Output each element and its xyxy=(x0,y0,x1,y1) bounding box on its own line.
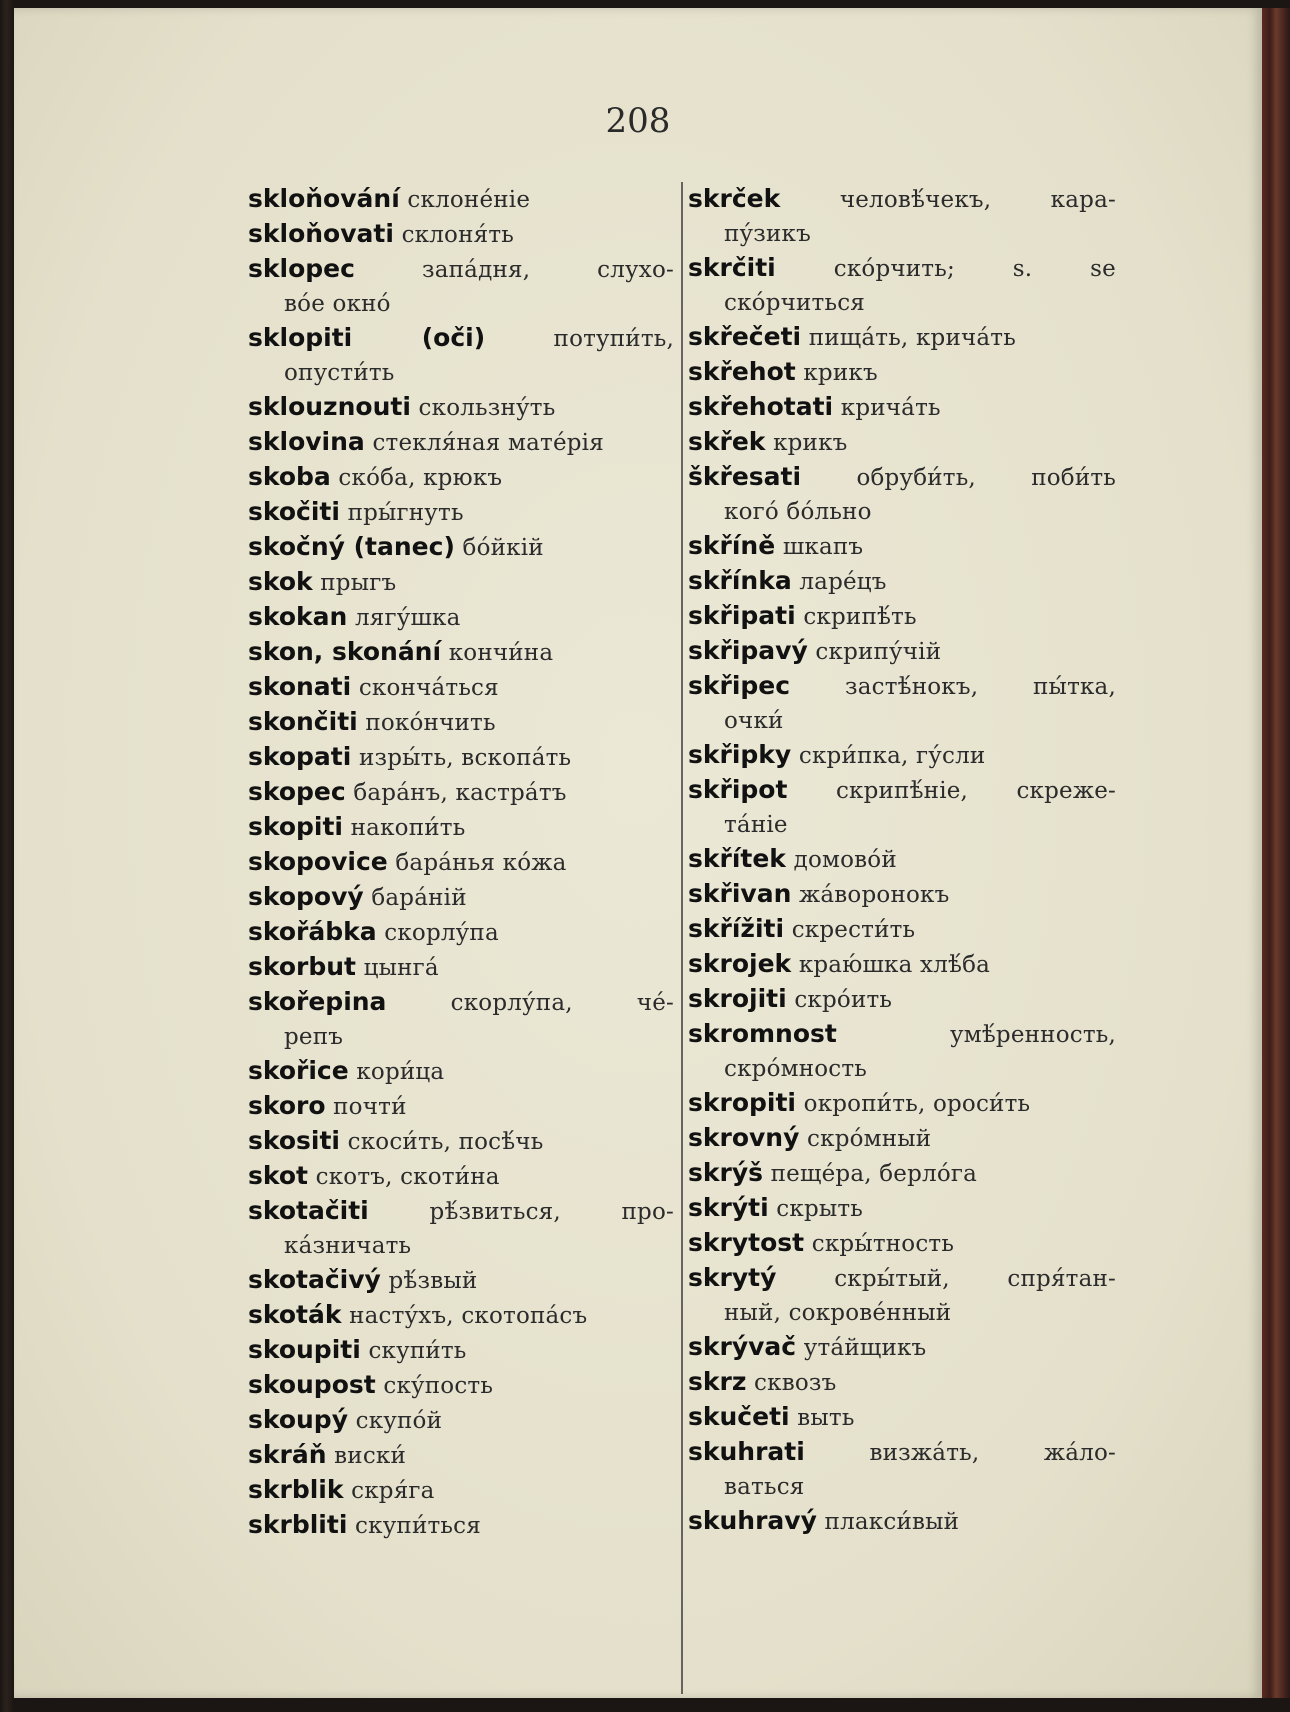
dictionary-entry xyxy=(688,982,1116,1017)
entry-first-line xyxy=(688,425,1116,460)
dictionary-entry xyxy=(688,947,1116,982)
translation: склоня́ть xyxy=(401,222,514,248)
entry-first-line xyxy=(688,877,1116,912)
dictionary-entry xyxy=(248,1368,674,1403)
translation: скрести́ть xyxy=(791,917,916,943)
entry-first-line xyxy=(688,669,1116,704)
entry-first-line xyxy=(248,217,674,252)
translation-continuation: ваться xyxy=(724,1474,805,1500)
headword: skrz xyxy=(688,1367,747,1396)
dictionary-entry xyxy=(688,634,1116,669)
entry-first-line xyxy=(688,564,1116,599)
translation: стекля́ная мате́рія xyxy=(372,430,604,456)
translation: пры́гнуть xyxy=(347,500,464,526)
entry-first-line xyxy=(688,1121,1116,1156)
headword: skrčiti xyxy=(688,253,776,282)
dictionary-entry xyxy=(688,1086,1116,1121)
dictionary-entry xyxy=(688,1261,1116,1330)
dictionary-entry xyxy=(248,740,674,775)
translation: скрипѣ́ть xyxy=(803,604,917,630)
headword: skopovice xyxy=(248,847,388,876)
dictionary-entry xyxy=(688,529,1116,564)
translation: застѣ́нокъ, пы́тка, xyxy=(845,674,1116,700)
dictionary-entry xyxy=(248,635,674,670)
dictionary-entry xyxy=(688,320,1116,355)
translation: скри́пка, гу́сли xyxy=(798,743,986,769)
dictionary-entry xyxy=(248,252,674,321)
dictionary-entry xyxy=(248,810,674,845)
translation: цынга́ xyxy=(363,955,439,981)
translation: бара́ній xyxy=(371,885,467,911)
headword: škřesati xyxy=(688,462,802,491)
dictionary-entry xyxy=(248,600,674,635)
dictionary-entry xyxy=(688,912,1116,947)
entry-first-line xyxy=(688,1504,1116,1539)
entry-first-line xyxy=(248,775,674,810)
entry-first-line xyxy=(688,355,1116,390)
entry-first-line xyxy=(248,915,674,950)
entry-first-line xyxy=(688,1226,1116,1261)
entry-first-line xyxy=(688,1261,1116,1296)
dictionary-entry xyxy=(688,1504,1116,1539)
headword: skositi xyxy=(248,1126,340,1155)
headword: skorbut xyxy=(248,952,356,981)
translation-continuation: та́ніе xyxy=(724,812,788,838)
entry-first-line xyxy=(248,1124,674,1159)
translation: пеще́ра, берло́га xyxy=(770,1161,978,1187)
translation: кори́ца xyxy=(356,1059,445,1085)
translation-continuation: репъ xyxy=(284,1024,344,1050)
entry-first-line xyxy=(688,634,1116,669)
dictionary-entry xyxy=(248,1263,674,1298)
entry-first-line xyxy=(248,1194,674,1229)
translation: бара́нъ, кастра́тъ xyxy=(353,780,567,806)
headword: skrbliti xyxy=(248,1510,348,1539)
headword: skřipati xyxy=(688,601,796,630)
dictionary-entry xyxy=(248,217,674,252)
dictionary-entry xyxy=(248,1473,674,1508)
entry-first-line xyxy=(248,1263,674,1298)
entry-first-line xyxy=(688,1365,1116,1400)
headword: skotačivý xyxy=(248,1265,381,1294)
entry-first-line xyxy=(248,600,674,635)
headword: skřek xyxy=(688,427,766,456)
headword: skořice xyxy=(248,1056,349,1085)
headword: sklovina xyxy=(248,427,365,456)
entry-first-line xyxy=(248,495,674,530)
dictionary-entry xyxy=(688,1121,1116,1156)
dictionary-entry xyxy=(688,1226,1116,1261)
dictionary-page xyxy=(14,8,1262,1698)
translation: поко́нчить xyxy=(365,710,496,736)
translation-continuation: очки́ xyxy=(724,708,784,734)
translation: прыгъ xyxy=(320,570,397,596)
translation: скря́га xyxy=(351,1478,435,1504)
entry-first-line xyxy=(688,1086,1116,1121)
entry-first-line xyxy=(688,599,1116,634)
translation: скупи́ть xyxy=(368,1338,467,1364)
dictionary-entry xyxy=(248,670,674,705)
headword: skrytost xyxy=(688,1228,805,1257)
entry-first-line xyxy=(688,1156,1116,1191)
translation: бо́йкій xyxy=(462,535,544,561)
headword: skrblik xyxy=(248,1475,344,1504)
entry-first-line xyxy=(248,845,674,880)
dictionary-entry xyxy=(688,1400,1116,1435)
entry-first-line xyxy=(688,947,1116,982)
translation: скрипѣ́ніе, скреже- xyxy=(835,778,1116,804)
headword: skromnost xyxy=(688,1019,837,1048)
dictionary-entry xyxy=(248,1089,674,1124)
dictionary-entry xyxy=(248,985,674,1054)
entry-first-line xyxy=(248,1054,674,1089)
dictionary-entry xyxy=(688,1330,1116,1365)
dictionary-entry xyxy=(248,1438,674,1473)
translation: ско́рчить; s. se xyxy=(833,256,1116,282)
translation: скро́ить xyxy=(794,987,893,1013)
entry-first-line xyxy=(688,529,1116,564)
translation: ларе́цъ xyxy=(799,569,887,595)
translation: склоне́ніе xyxy=(407,187,531,213)
headword: skot xyxy=(248,1161,308,1190)
dictionary-entry xyxy=(248,182,674,217)
dictionary-entry xyxy=(688,1017,1116,1086)
dictionary-entry xyxy=(688,425,1116,460)
translation: накопи́ть xyxy=(350,815,466,841)
headword: skřehotati xyxy=(688,392,834,421)
headword: skopati xyxy=(248,742,352,771)
headword: skopový xyxy=(248,882,364,911)
entry-first-line xyxy=(688,982,1116,1017)
headword: skoupý xyxy=(248,1405,348,1434)
translation: скро́мный xyxy=(807,1126,932,1152)
headword: skrček xyxy=(688,184,781,213)
dictionary-entry xyxy=(248,460,674,495)
dictionary-entry xyxy=(688,599,1116,634)
entry-first-line xyxy=(688,773,1116,808)
dictionary-entry xyxy=(248,950,674,985)
translation: запа́дня, слухо- xyxy=(422,257,674,283)
headword: skučeti xyxy=(688,1402,790,1431)
headword: skropiti xyxy=(688,1088,796,1117)
page-number: 208 xyxy=(605,101,671,141)
dictionary-entry xyxy=(248,1298,674,1333)
translation: умѣ́ренность, xyxy=(950,1022,1116,1048)
headword: skon, skonání xyxy=(248,637,442,666)
translation: сконча́ться xyxy=(358,675,499,701)
entry-first-line xyxy=(688,320,1116,355)
entry-first-line xyxy=(688,1435,1116,1470)
entry-first-line xyxy=(688,1191,1116,1226)
headword: skrovný xyxy=(688,1123,800,1152)
headword: skrývač xyxy=(688,1332,797,1361)
dictionary-entry xyxy=(248,1194,674,1263)
dictionary-entry xyxy=(688,1191,1116,1226)
headword: skoták xyxy=(248,1300,342,1329)
headword: skokan xyxy=(248,602,348,631)
dictionary-entry xyxy=(688,182,1116,251)
dictionary-entry xyxy=(688,669,1116,738)
headword: sklopiti (oči) xyxy=(248,323,486,352)
translation: скры́тый, спря́тан- xyxy=(834,1266,1116,1292)
translation: краю́шка хлѣ́ба xyxy=(798,952,991,978)
translation: крикъ xyxy=(803,360,878,386)
translation: лягу́шка xyxy=(354,605,461,631)
headword: skrojiti xyxy=(688,984,787,1013)
entry-first-line xyxy=(688,842,1116,877)
translation: скорлу́па, че́- xyxy=(450,990,674,1016)
headword: skřipot xyxy=(688,775,788,804)
dictionary-entry xyxy=(248,775,674,810)
translation: скоси́ть, посѣ́чь xyxy=(347,1129,544,1155)
translation: человѣ́чекъ, кара- xyxy=(839,187,1116,213)
translation-continuation: ско́рчиться xyxy=(724,290,865,316)
translation-continuation: ка́зничать xyxy=(284,1233,412,1259)
dictionary-entry xyxy=(688,1435,1116,1504)
entry-first-line xyxy=(688,460,1116,495)
entry-first-line xyxy=(248,950,674,985)
headword: sklouznouti xyxy=(248,392,411,421)
entry-first-line xyxy=(248,1403,674,1438)
translation: бара́нья ко́жа xyxy=(395,850,567,876)
headword: skrýti xyxy=(688,1193,769,1222)
translation: почти́ xyxy=(333,1094,407,1120)
translation: скрыть xyxy=(776,1196,864,1222)
translation: скрипу́чій xyxy=(815,639,942,665)
headword: skotačiti xyxy=(248,1196,369,1225)
entry-first-line xyxy=(248,1368,674,1403)
dictionary-entry xyxy=(248,1054,674,1089)
entry-first-line xyxy=(248,1438,674,1473)
headword: skok xyxy=(248,567,313,596)
translation-continuation: опусти́ть xyxy=(284,360,395,386)
entry-first-line xyxy=(248,1159,674,1194)
dictionary-entry xyxy=(688,877,1116,912)
dictionary-entry xyxy=(688,355,1116,390)
translation: плакси́вый xyxy=(824,1509,960,1535)
translation: скупи́ться xyxy=(355,1513,481,1539)
headword: skopiti xyxy=(248,812,343,841)
dictionary-entry xyxy=(248,1124,674,1159)
dictionary-entry xyxy=(248,321,674,390)
translation: шкапъ xyxy=(782,534,864,560)
translation: визжа́ть, жа́ло- xyxy=(869,1440,1116,1466)
entry-first-line xyxy=(688,1400,1116,1435)
translation: виски́ xyxy=(334,1443,407,1469)
dictionary-entry xyxy=(688,738,1116,773)
dictionary-entry xyxy=(248,390,674,425)
dictionary-entry xyxy=(688,251,1116,320)
dictionary-entry xyxy=(688,390,1116,425)
translation: насту́хъ, скотопа́съ xyxy=(349,1303,588,1329)
entry-first-line xyxy=(248,390,674,425)
dictionary-entry xyxy=(688,773,1116,842)
dictionary-entry xyxy=(688,1365,1116,1400)
headword: sklopec xyxy=(248,254,355,283)
entry-first-line xyxy=(248,425,674,460)
entry-first-line xyxy=(688,912,1116,947)
headword: skočný (tanec) xyxy=(248,532,455,561)
dictionary-entry xyxy=(248,880,674,915)
translation: скупо́й xyxy=(355,1408,443,1434)
translation: окропи́ть, ороси́ть xyxy=(803,1091,1031,1117)
headword: skrýš xyxy=(688,1158,764,1187)
headword: skrytý xyxy=(688,1263,777,1292)
dictionary-entry xyxy=(688,1156,1116,1191)
dictionary-entry xyxy=(248,495,674,530)
headword: skřipky xyxy=(688,740,792,769)
entry-first-line xyxy=(248,321,674,356)
headword: skoba xyxy=(248,462,331,491)
translation: ско́ба, крюкъ xyxy=(338,465,503,491)
dictionary-entry xyxy=(248,425,674,460)
headword: skřítek xyxy=(688,844,786,873)
column-divider xyxy=(681,182,683,1694)
headword: skřipavý xyxy=(688,636,808,665)
right-column xyxy=(688,182,1116,1539)
headword: skřínka xyxy=(688,566,792,595)
headword: skuhravý xyxy=(688,1506,817,1535)
translation-continuation: скро́мность xyxy=(724,1056,868,1082)
entry-first-line xyxy=(688,1017,1116,1052)
entry-first-line xyxy=(688,182,1116,217)
entry-first-line xyxy=(248,985,674,1020)
translation: изры́ть, вскопа́ть xyxy=(358,745,572,771)
entry-first-line xyxy=(248,565,674,600)
translation: крича́ть xyxy=(840,395,941,421)
translation: кончи́на xyxy=(448,640,554,666)
headword: skloňovati xyxy=(248,219,394,248)
translation-continuation: пу́зикъ xyxy=(724,221,811,247)
headword: skoupiti xyxy=(248,1335,361,1364)
translation: скользну́ть xyxy=(418,395,556,421)
translation: скры́тность xyxy=(811,1231,955,1257)
book-edge xyxy=(1262,8,1290,1698)
entry-first-line xyxy=(248,252,674,287)
entry-first-line xyxy=(688,251,1116,286)
entry-first-line xyxy=(248,1089,674,1124)
headword: skloňování xyxy=(248,184,400,213)
translation: обруби́ть, поби́ть xyxy=(856,465,1116,491)
entry-first-line xyxy=(248,182,674,217)
headword: skřížiti xyxy=(688,914,785,943)
entry-first-line xyxy=(688,1330,1116,1365)
dictionary-entry xyxy=(688,460,1116,529)
entry-first-line xyxy=(248,740,674,775)
dictionary-entry xyxy=(248,1333,674,1368)
headword: skonati xyxy=(248,672,352,701)
translation-continuation: ный, сокрове́нный xyxy=(724,1300,952,1326)
entry-first-line xyxy=(248,460,674,495)
headword: skráň xyxy=(248,1440,327,1469)
translation: выть xyxy=(797,1405,855,1431)
translation: скотъ, скоти́на xyxy=(315,1164,500,1190)
dictionary-entry xyxy=(688,842,1116,877)
translation: пища́ть, крича́ть xyxy=(808,325,1016,351)
translation-continuation: кого́ бо́льно xyxy=(724,499,872,525)
entry-first-line xyxy=(248,1333,674,1368)
translation-continuation: во́е окно́ xyxy=(284,291,391,317)
dictionary-entry xyxy=(248,1159,674,1194)
headword: skoupost xyxy=(248,1370,376,1399)
entry-first-line xyxy=(688,390,1116,425)
entry-first-line xyxy=(248,530,674,565)
headword: skřivan xyxy=(688,879,792,908)
entry-first-line xyxy=(248,880,674,915)
dictionary-entry xyxy=(248,1508,674,1543)
entry-first-line xyxy=(688,738,1116,773)
dictionary-entry xyxy=(248,915,674,950)
entry-first-line xyxy=(248,1473,674,1508)
headword: skrojek xyxy=(688,949,792,978)
dictionary-entry xyxy=(248,845,674,880)
dictionary-entry xyxy=(248,1403,674,1438)
headword: skončiti xyxy=(248,707,358,736)
translation: домово́й xyxy=(793,847,897,873)
translation: рѣ́звиться, про- xyxy=(429,1199,674,1225)
entry-first-line xyxy=(248,1298,674,1333)
left-column xyxy=(248,182,674,1543)
headword: skřečeti xyxy=(688,322,802,351)
translation: ута́йщикъ xyxy=(803,1335,927,1361)
headword: skřehot xyxy=(688,357,796,386)
dictionary-entry xyxy=(248,530,674,565)
translation: ску́пость xyxy=(383,1373,494,1399)
headword: skuhrati xyxy=(688,1437,805,1466)
entry-first-line xyxy=(248,635,674,670)
headword: skřipec xyxy=(688,671,791,700)
dictionary-entry xyxy=(688,564,1116,599)
entry-first-line xyxy=(248,670,674,705)
headword: skoro xyxy=(248,1091,326,1120)
headword: skříně xyxy=(688,531,776,560)
dictionary-entry xyxy=(248,705,674,740)
translation: жа́воронокъ xyxy=(799,882,950,908)
translation: потупи́ть, xyxy=(553,326,674,352)
entry-first-line xyxy=(248,705,674,740)
entry-first-line xyxy=(248,1508,674,1543)
headword: skočiti xyxy=(248,497,340,526)
entry-first-line xyxy=(248,810,674,845)
translation: рѣ́звый xyxy=(388,1268,478,1294)
headword: skořábka xyxy=(248,917,377,946)
dictionary-entry xyxy=(248,565,674,600)
translation: крикъ xyxy=(773,430,848,456)
translation: скорлу́па xyxy=(384,920,499,946)
headword: skořepina xyxy=(248,987,387,1016)
translation: сквозъ xyxy=(754,1370,837,1396)
headword: skopec xyxy=(248,777,346,806)
